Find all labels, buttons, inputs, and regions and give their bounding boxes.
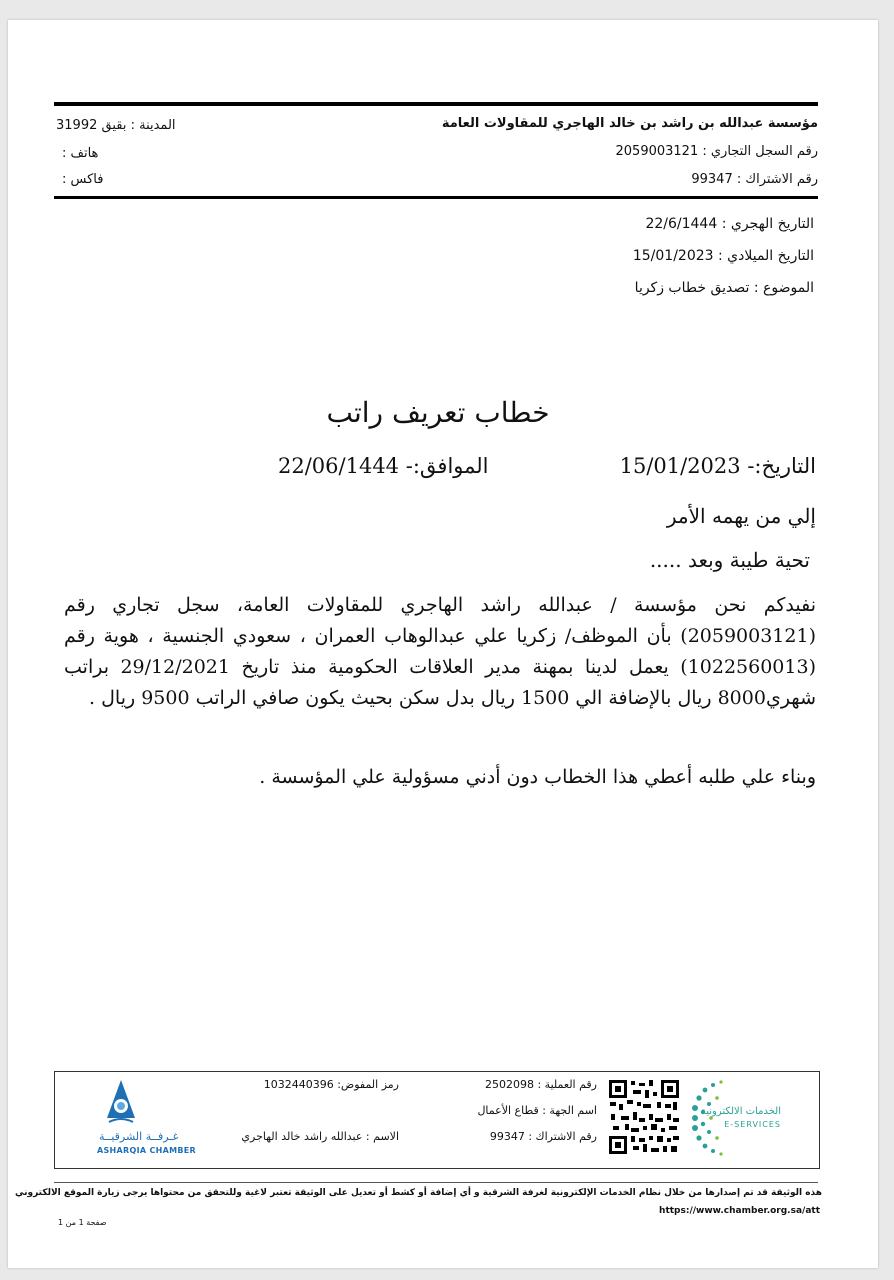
letter-page <box>8 20 878 1268</box>
commercial-register <box>616 144 819 159</box>
disclaimer-url[interactable]: https://www.chamber.org.sa/att <box>659 1206 820 1216</box>
addressee: إلي من يهمه الأمر <box>666 504 816 528</box>
verification-box <box>54 1071 820 1169</box>
chamber-name-ar: غـرفــة الشرقيــة <box>99 1130 179 1143</box>
delegate-name: الاسم : عبدالله راشد خالد الهاجري <box>241 1130 399 1143</box>
subscription-value: 99347 <box>691 172 733 187</box>
eservices-label-ar: الخدمات الالكترونية <box>700 1106 781 1117</box>
chamber-name-en: ASHARQIA CHAMBER <box>97 1146 196 1155</box>
page-number: صفحة 1 من 1 <box>58 1218 107 1227</box>
letter-closing: وبناء علي طلبه أعطي هذا الخطاب دون أدني مسؤولية علي المؤسسة . <box>259 766 816 788</box>
operation-number: رقم العملية : 2502098 <box>484 1078 597 1091</box>
disclaimer-text: هذه الوثيقة قد تم إصدارها من خلال نظام الخدمات الإلكترونية لغرفة الشرقية و أي إضافة أو كشط أو تعديل على الوثيقة تعتبر لاغية وللتحقق من محتواها يرجى زيارة الموقع الالكتروني <box>14 1188 822 1198</box>
qr-code-icon <box>607 1078 681 1156</box>
gregorian-date: التاريخ الميلادي : 15/01/2023 <box>632 248 814 264</box>
entity-name: اسم الجهة : قطاع الأعمال <box>477 1104 597 1117</box>
eservices-logo-icon <box>687 1078 777 1156</box>
phone-line: هاتف : <box>62 146 99 161</box>
letter-title: خطاب تعريف راتب <box>326 396 550 429</box>
fax-line: فاكس : <box>62 172 104 187</box>
letter-hijri-corresponding: الموافق:- 22/06/1444 <box>278 454 489 478</box>
disclaimer-rule <box>54 1182 818 1183</box>
subscription-number <box>691 172 818 187</box>
footer-subscription: رقم الاشتراك : 99347 <box>489 1130 597 1143</box>
letter-body: نفيدكم نحن مؤسسة / عبدالله راشد الهاجري للمقاولات العامة، سجل تجاري رقم (2059003121) بأن الموظف/ زكريا علي عبدالوهاب العمران ، سعودي الجنسية ، هوية رقم (1022560013) يعمل لدينا بمهنة مدير العلاقات الحكومية منذ تاريخ 29/12/2021 براتب شهري8000 ريال بالإضافة الي 1500 ريال بدل سكن بحيث يكون صافي الراتب 9500 ريال . <box>64 594 816 709</box>
subject-line: الموضوع : تصديق خطاب زكريا <box>634 280 814 296</box>
eservices-label-en: E-SERVICES <box>724 1120 781 1129</box>
subscription-label: رقم الاشتراك : <box>736 172 818 187</box>
asharqia-chamber-logo-icon <box>103 1078 139 1126</box>
greeting: تحية طيبة وبعد ..... <box>649 548 810 572</box>
header-bottom-rule <box>54 196 818 199</box>
delegate-code: رمز المفوض: 1032440396 <box>263 1078 399 1091</box>
cr-value: 2059003121 <box>615 144 699 159</box>
cr-label: رقم السجل التجاري : <box>702 144 818 159</box>
hijri-date: التاريخ الهجري : 22/6/1444 <box>645 216 814 232</box>
header-top-rule <box>54 102 818 106</box>
city-line: المدينة : بقيق 31992 <box>56 118 176 133</box>
letter-date: التاريخ:- 15/01/2023 <box>619 454 816 478</box>
company-name: مؤسسة عبدالله بن راشد بن خالد الهاجري للمقاولات العامة <box>441 116 818 131</box>
